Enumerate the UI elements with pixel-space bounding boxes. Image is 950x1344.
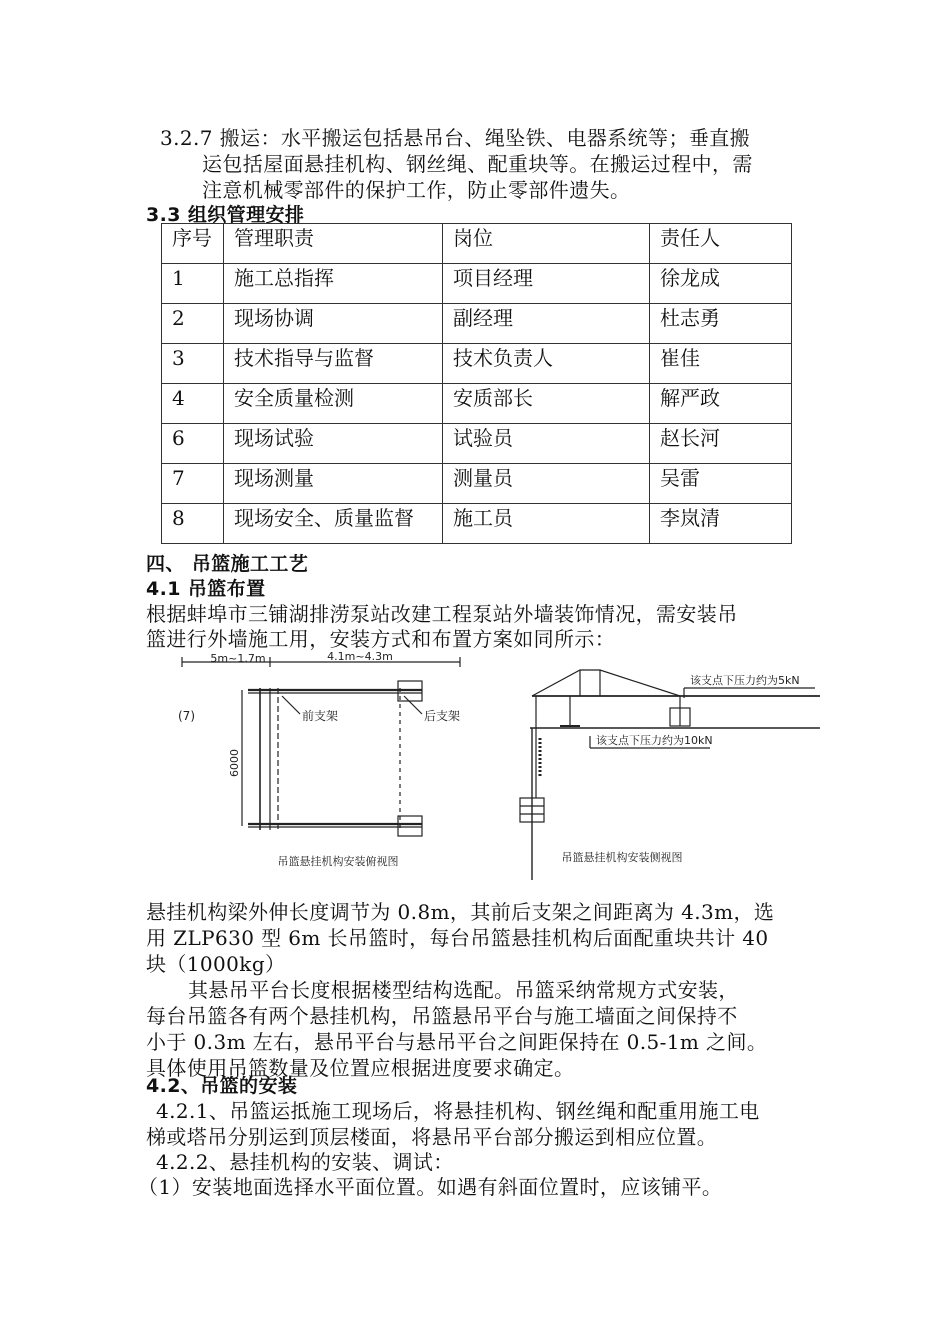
table-cell: 试验员 <box>443 424 650 464</box>
header-cell-person: 责任人 <box>650 224 792 264</box>
section-3-2-7-line2: 运包括屋面悬挂机构、钢丝绳、配重块等。在搬运过程中，需 <box>202 152 753 176</box>
height-dimension-label: 6000 <box>228 749 241 777</box>
dim-left-label: 5m~1.7m <box>210 652 266 665</box>
table-cell: 施工员 <box>443 504 650 544</box>
table-row <box>162 464 792 504</box>
table-cell: 现场测量 <box>224 464 443 504</box>
table-header-row <box>162 224 792 264</box>
side-view-drawing <box>520 670 820 880</box>
dim-right-label: 4.1m~4.3m <box>327 650 393 663</box>
table-row <box>162 344 792 384</box>
table-row <box>162 304 792 344</box>
rear-support-label: 后支架 <box>424 709 461 723</box>
table-cell: 崔佳 <box>650 344 792 384</box>
table-cell: 安质部长 <box>443 384 650 424</box>
table-cell: 测量员 <box>443 464 650 504</box>
heading-4-1: 4.1 吊篮布置 <box>146 578 266 600</box>
table-cell: 技术指导与监督 <box>224 344 443 384</box>
table-cell: 现场安全、质量监督 <box>224 504 443 544</box>
para-b-line3: 小于 0.3m 左右，悬吊平台与悬吊平台之间距保持在 0.5-1m 之间。 <box>146 1030 768 1054</box>
header-cell-index: 序号 <box>162 224 224 264</box>
heading-4-2: 4.2、吊篮的安装 <box>146 1075 298 1097</box>
heading-4: 四、 吊篮施工工艺 <box>146 553 309 575</box>
table-cell: 项目经理 <box>443 264 650 304</box>
table-cell: 现场试验 <box>224 424 443 464</box>
table-row <box>162 504 792 544</box>
para-a-line3: 块（1000kg） <box>146 952 286 976</box>
para-4-2-1-line2: 梯或塔吊分别运到顶层楼面，将悬吊平台部分搬运到相应位置。 <box>146 1125 718 1149</box>
support-load-5kn-note: 该支点下压力约为5kN <box>690 674 800 687</box>
table-cell: 现场协调 <box>224 304 443 344</box>
table-cell: 徐龙成 <box>650 264 792 304</box>
para-b-line2: 每台吊篮各有两个悬挂机构，吊篮悬吊平台与施工墙面之间保持不 <box>146 1004 738 1028</box>
header-cell-post: 岗位 <box>443 224 650 264</box>
table-cell: 4 <box>162 384 224 424</box>
table-cell: 7 <box>162 464 224 504</box>
table-cell: 技术负责人 <box>443 344 650 384</box>
hanging-basket-layout-figure <box>160 648 820 880</box>
table-cell: 副经理 <box>443 304 650 344</box>
figure-index-label: (7) <box>178 709 195 723</box>
para-4-2-1-line1: 4.2.1、吊篮运抵施工现场后，将悬挂机构、钢丝绳和配重用施工电 <box>156 1099 760 1123</box>
section-3-2-7-line3: 注意机械零部件的保护工作，防止零部件遗失。 <box>202 178 631 202</box>
table-cell: 解严政 <box>650 384 792 424</box>
table-cell: 李岚清 <box>650 504 792 544</box>
side-view-caption: 吊篮悬挂机构安装侧视图 <box>561 851 683 864</box>
support-load-10kn-note: 该支点下压力约为10kN <box>596 734 713 747</box>
table-row <box>162 424 792 464</box>
table-cell: 1 <box>162 264 224 304</box>
heading-3-3: 3.3 组织管理安排 <box>146 204 305 226</box>
header-cell-duty: 管理职责 <box>224 224 443 264</box>
table-row <box>162 264 792 304</box>
table-cell: 安全质量检测 <box>224 384 443 424</box>
table-row <box>162 384 792 424</box>
para-b-line4: 具体使用吊篮数量及位置应根据进度要求确定。 <box>146 1056 575 1080</box>
para-b-line1: 其悬吊平台长度根据楼型结构选配。吊篮采纳常规方式安装， <box>188 978 739 1002</box>
intro-line1: 根据蚌埠市三铺湖排涝泵站改建工程泵站外墙装饰情况，需安装吊 <box>146 602 738 626</box>
para-a-line1: 悬挂机构梁外伸长度调节为 0.8m，其前后支架之间距离为 4.3m，选 <box>146 900 775 924</box>
para-step-1: （1）安装地面选择水平面位置。如遇有斜面位置时，应该铺平。 <box>138 1175 723 1199</box>
para-4-2-2: 4.2.2、悬挂机构的安装、调试： <box>156 1150 454 1174</box>
table-cell: 2 <box>162 304 224 344</box>
section-3-2-7-line1: 3.2.7 搬运：水平搬运包括悬吊台、绳坠铁、电器系统等；垂直搬 <box>160 126 751 150</box>
para-a-line2: 用 ZLP630 型 6m 长吊篮时，每台吊篮悬挂机构后面配重块共计 40 <box>146 926 769 950</box>
plan-view-drawing <box>182 657 460 836</box>
table-cell: 杜志勇 <box>650 304 792 344</box>
table-cell: 3 <box>162 344 224 384</box>
org-management-table <box>161 223 792 544</box>
table-cell: 施工总指挥 <box>224 264 443 304</box>
front-support-label: 前支架 <box>302 709 339 723</box>
table-cell: 6 <box>162 424 224 464</box>
plan-view-caption: 吊篮悬挂机构安装俯视图 <box>277 855 399 868</box>
table-cell: 吴雷 <box>650 464 792 504</box>
table-cell: 8 <box>162 504 224 544</box>
table-cell: 赵长河 <box>650 424 792 464</box>
intro-line2: 篮进行外墙施工用，安装方式和布置方案如同所示： <box>146 627 616 651</box>
